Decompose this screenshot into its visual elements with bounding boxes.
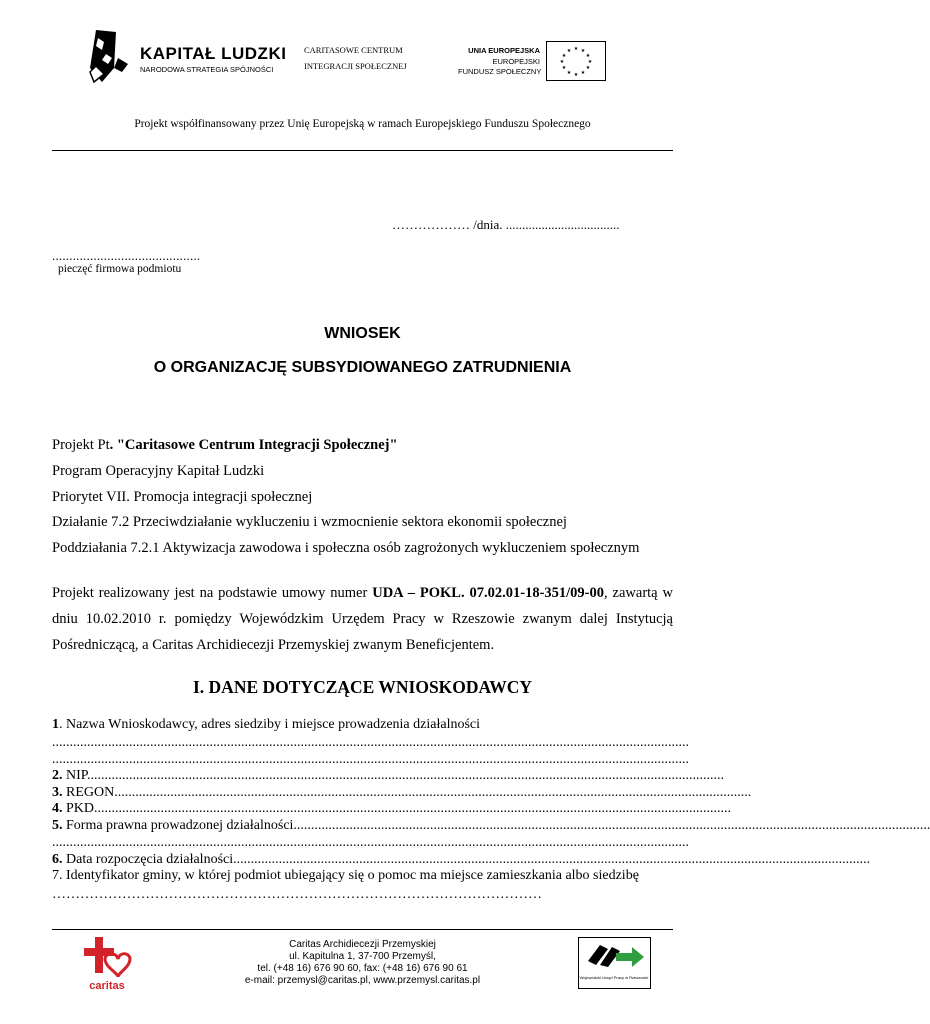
- kapital-ludzki-subtitle: NARODOWA STRATEGIA SPÓJNOŚCI: [140, 65, 274, 74]
- svg-text:★: ★: [561, 53, 567, 59]
- footer-phone: tel. (+48 16) 676 90 60, fax: (+48 16) 676 90 61: [257, 963, 468, 974]
- eu-text-line-3: FUNDUSZ SPOŁECZNY: [458, 67, 542, 76]
- svg-text:★: ★: [573, 72, 579, 78]
- wup-logo-text: Wojewódzki Urząd Pracy w Rzeszowie: [579, 975, 649, 980]
- agreement-line-1: Projekt realizowany jest na podstawie umowy numer UDA – POKL. 07.02.01-18-351/09-00, zawartą w: [52, 585, 673, 601]
- section-title: I. DANE DOTYCZĄCE WNIOSKODAWCY: [192, 677, 533, 697]
- svg-text:★: ★: [580, 48, 586, 54]
- form-field-name-label: 1. Nazwa Wnioskodawcy, adres siedziby i miejsce prowadzenia działalności: [52, 717, 481, 732]
- project-priority: Priorytet VII. Promocja integracji społecznej: [52, 489, 313, 505]
- footer-address: ul. Kapitulna 1, 37-700 Przemyśl,: [289, 951, 436, 962]
- form-field-start-date: 6. Data rozpoczęcia działalności......................................................................................................................................................................................: [52, 852, 871, 867]
- svg-text:★: ★: [566, 48, 572, 54]
- form-field-municipality-id: ……………………………………………………………………………………………: [52, 887, 542, 902]
- svg-text:★: ★: [580, 70, 586, 76]
- header-divider: [52, 150, 673, 151]
- wup-logo-icon: [578, 937, 651, 989]
- project-program: Program Operacyjny Kapitał Ludzki: [52, 463, 265, 479]
- ccis-line-2: INTEGRACJI SPOŁECZNEJ: [304, 61, 407, 71]
- svg-text:★: ★: [587, 59, 593, 65]
- svg-text:★: ★: [585, 65, 591, 71]
- stamp-label: pieczęć firmowa podmiotu: [58, 263, 182, 275]
- date-field: ……………… /dnia. ...................................: [392, 217, 620, 232]
- svg-text:★: ★: [559, 59, 565, 65]
- agreement-line-3: Pośredniczącą, a Caritas Archidiecezji Przemyskiej zwanym Beneficjentem.: [52, 637, 495, 653]
- form-field-municipality-id-label: 7. Identyfikator gminy, w której podmiot ubiegający się o pomoc ma miejsce zamieszkania albo siedzibę: [52, 868, 639, 883]
- svg-text:★: ★: [585, 53, 591, 59]
- footer-email: e-mail: przemysl@caritas.pl, www.przemysl.caritas.pl: [244, 975, 481, 986]
- svg-text:★: ★: [566, 70, 572, 76]
- form-field-legal-form-line-2: ......................................................................................................................................................................................: [52, 835, 689, 850]
- document-subtitle: O ORGANIZACJĘ SUBSYDIOWANEGO ZATRUDNIENIA: [153, 359, 572, 376]
- cofinancing-note: Projekt współfinansowany przez Unię Europejską w ramach Europejskiego Funduszu Społecznego: [134, 118, 591, 130]
- form-field-legal-form: 5. Forma prawna prowadzonej działalności......................................................................................................................................................................................: [52, 818, 930, 833]
- project-name: Projekt Pt. "Caritasowe Centrum Integracji Społecznej": [52, 437, 398, 453]
- eu-flag-icon: [546, 41, 606, 81]
- project-action: Działanie 7.2 Przeciwdziałanie wykluczeniu i wzmocnienie sektora ekonomii społecznej: [52, 514, 567, 530]
- eu-text-line-1: UNIA EUROPEJSKA: [468, 46, 540, 55]
- document-title: WNIOSEK: [324, 325, 401, 342]
- form-field-regon: 3. REGON......................................................................................................................................................................................: [52, 785, 752, 800]
- svg-text:★: ★: [561, 65, 567, 71]
- project-subaction: Poddziałania 7.2.1 Aktywizacja zawodowa i społeczna osób zagrożonych wykluczeniem społecznym: [52, 540, 640, 556]
- footer-divider: [52, 929, 673, 930]
- ccis-line-1: CARITASOWE CENTRUM: [304, 45, 403, 55]
- form-field-name-line-2: ......................................................................................................................................................................................: [52, 752, 689, 767]
- agreement-paragraph: [52, 585, 673, 663]
- kapital-ludzki-logo-icon: [84, 28, 136, 84]
- footer-org-name: Caritas Archidiecezji Przemyskiej: [289, 939, 436, 950]
- form-field-name-line-1: ......................................................................................................................................................................................: [52, 735, 689, 750]
- svg-text:★: ★: [573, 46, 579, 52]
- caritas-logo-text: caritas: [89, 980, 125, 992]
- form-field-pkd: 4. PKD......................................................................................................................................................................................: [52, 801, 732, 816]
- eu-text-line-2: EUROPEJSKI: [492, 57, 540, 66]
- agreement-line-2: dniu 10.02.2010 r. pomiędzy Wojewódzkim Urzędem Pracy w Rzeszowie zwanym dalej Instytucją: [52, 611, 673, 627]
- kapital-ludzki-title: KAPITAŁ LUDZKI: [140, 44, 287, 63]
- stamp-field: ...........................................: [52, 248, 201, 263]
- form-field-nip: 2. NIP......................................................................................................................................................................................: [52, 768, 725, 783]
